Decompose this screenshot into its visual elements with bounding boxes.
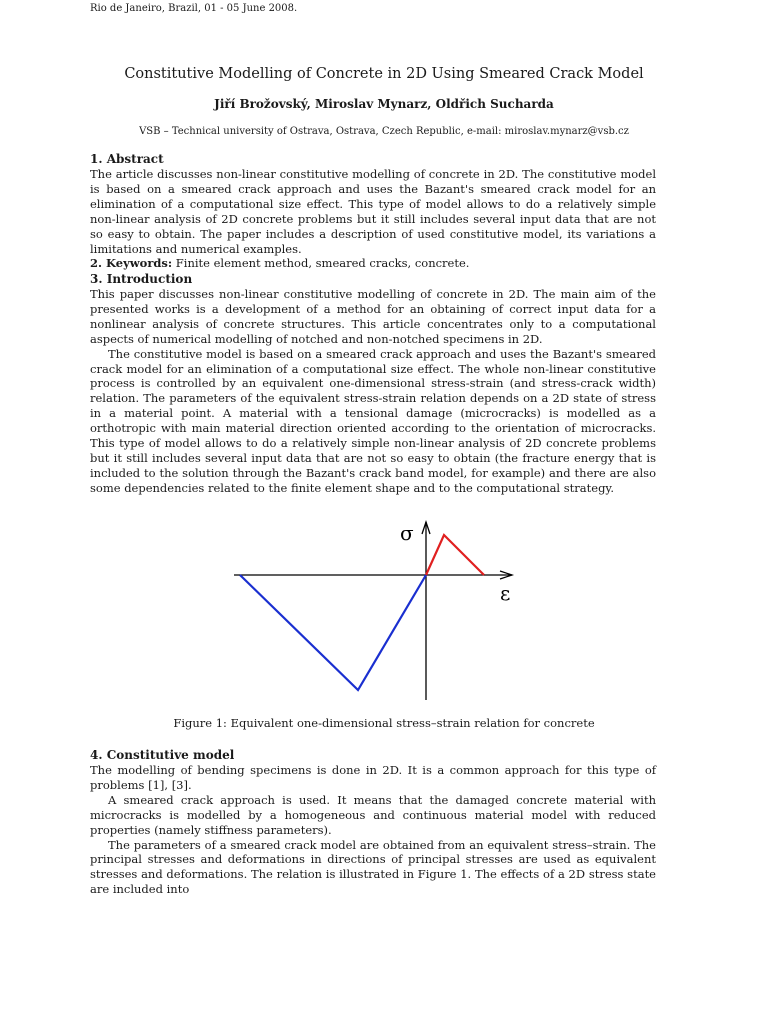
stress-strain-figure <box>228 518 528 708</box>
constitutive-paragraph-1: The modelling of bending specimens is done in 2D. It is a common approach for this type of problems [1], [3]. <box>90 763 656 792</box>
keywords-text: Finite element method, smeared cracks, concrete. <box>172 256 470 271</box>
constitutive-model-section <box>90 748 656 897</box>
stress-strain-diagram <box>228 518 528 708</box>
introduction-paragraph-1: This paper discusses non-linear constitutive modelling of concrete in 2D. The main aim of the presented works is a development of a method for an obtaining of correct input data for a nonlinear analysis of concrete structures. This article concentrates only to a computational aspects of numerical modelling of notched and non-notched specimens in 2D. <box>90 287 656 346</box>
introduction-section <box>90 272 656 496</box>
epsilon-label: ε <box>500 581 511 605</box>
constitutive-paragraph-3: The parameters of a smeared crack model are obtained from an equivalent stress–strain. The principal stresses and deformations in directions of principal stresses are used as equivalent stresses and deformations. The relation is illustrated in Figure 1. The effects of a 2D stress state are included into <box>90 837 656 897</box>
constitutive-paragraph-2: A smeared crack approach is used. It means that the damaged concrete material with microcracks is modelled by a homogeneous and continuous material model with reduced properties (namely stiffness parameters). <box>90 792 656 837</box>
keywords-line <box>90 256 656 271</box>
paper-title: Constitutive Modelling of Concrete in 2D Using Smeared Crack Model <box>124 66 644 82</box>
keywords-label: 2. Keywords: <box>90 256 173 271</box>
abstract-text: The article discusses non-linear constitutive modelling of concrete in 2D. The constitutive model is based on a smeared crack approach and uses the Bazant's smeared crack model for an elimination of a computational size effect. This type of model allows to do a relatively simple non-linear analysis of 2D concrete problems but it still includes several input data that are not so easy to obtain. The paper includes a description of used constitutive model, its variations a limitations and numerical examples. <box>90 167 656 256</box>
constitutive-model-heading: 4. Constitutive model <box>90 748 235 762</box>
paper-authors: Jiří Brožovský, Miroslav Mynarz, Oldřich Sucharda <box>214 97 554 111</box>
sigma-label: σ <box>400 521 414 545</box>
introduction-paragraph-2: The constitutive model is based on a smeared crack approach and uses the Bazant's smeared crack model for an elimination of a computational size effect. The whole non-linear constitutive process is controlled by an equivalent one-dimensional stress-strain (and stress-crack width) relation. The parameters of the equivalent stress-strain relation depends on a 2D state of stress in a material point. A material with a tensional damage (microcracks) is modelled as a orthotropic with main material direction oriented according to the orientation of microcracks. This type of model allows to do a relatively simple non-linear analysis of 2D concrete problems but it still includes several input data that are not so easy to obtain (the fracture energy that is included to the solution through the Bazant's crack band model, for example) and there are also some dependencies related to the finite element shape and to the computational strategy. <box>90 346 656 495</box>
figure-caption: Figure 1: Equivalent one-dimensional stress–strain relation for concrete <box>173 716 595 730</box>
compression-branch-line <box>240 575 426 690</box>
introduction-heading: 3. Introduction <box>90 272 193 286</box>
abstract-section <box>90 152 656 271</box>
tension-branch-line <box>426 535 484 575</box>
abstract-heading: 1. Abstract <box>90 152 164 166</box>
paper-affiliation: VSB – Technical university of Ostrava, Ostrava, Czech Republic, e-mail: miroslav.mynarz@vsb.cz <box>139 126 629 137</box>
conference-location-line: Rio de Janeiro, Brazil, 01 - 05 June 2008. <box>90 3 298 14</box>
